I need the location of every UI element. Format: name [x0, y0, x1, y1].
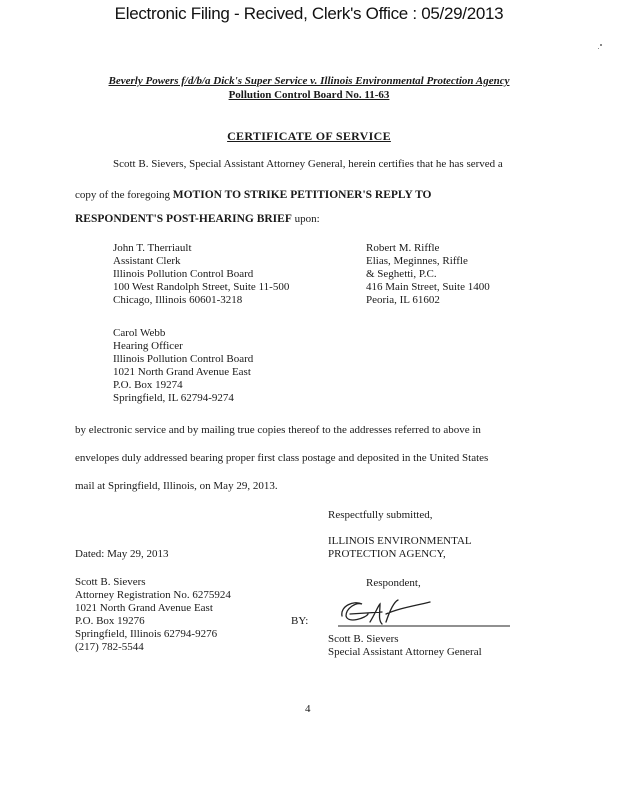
case-title: Beverly Powers f/d/b/a Dick's Super Service v. Illinois Environmental Protection Agency [108, 75, 510, 87]
signer-name: Scott B. Sievers [328, 633, 399, 645]
certificate-line-2-text: copy of the foregoing [75, 189, 173, 201]
recipient-line: Chicago, Illinois 60601-3218 [113, 294, 243, 306]
by-label: BY: [291, 615, 309, 627]
case-number: Pollution Control Board No. 11-63 [228, 89, 390, 101]
recipient-line: Hearing Officer [113, 340, 183, 352]
recipient-line: Illinois Pollution Control Board [113, 268, 254, 280]
recipient-line: & Seghetti, P.C. [366, 268, 437, 280]
recipient-name: Carol Webb [113, 327, 166, 339]
motion-title-part-1: MOTION TO STRIKE PETITIONER'S REPLY TO [172, 189, 432, 201]
certificate-line-3 [75, 213, 320, 225]
service-line-3: mail at Springfield, Illinois, on May 29, 2013. [75, 480, 278, 492]
recipient-line: 100 West Randolph Street, Suite 11-500 [113, 281, 290, 293]
contact-phone: (217) 782-5544 [75, 641, 144, 653]
contact-city: Springfield, Illinois 62794-9276 [75, 628, 218, 640]
filing-stamp: Electronic Filing - Recived, Clerk's Office : 05/29/2013 [114, 4, 504, 23]
recipient-clerk [113, 242, 289, 307]
dated-line: Dated: May 29, 2013 [75, 548, 169, 560]
recipient-line: Peoria, IL 61602 [366, 294, 440, 306]
scan-speck [600, 44, 602, 46]
contact-registration: Attorney Registration No. 6275924 [75, 589, 231, 601]
recipient-line: Springfield, IL 62794-9274 [113, 392, 234, 404]
contact-street: 1021 North Grand Avenue East [75, 602, 213, 614]
contact-name: Scott B. Sievers [75, 576, 146, 588]
recipient-line: Assistant Clerk [113, 255, 181, 267]
certificate-line-1: Scott B. Sievers, Special Assistant Attorney General, herein certifies that he has served a [113, 158, 503, 170]
scan-speck [598, 48, 599, 49]
motion-title-part-2: RESPONDENT'S POST-HEARING BRIEF [75, 213, 292, 225]
recipient-name: Robert M. Riffle [366, 242, 440, 254]
respondent-label: Respondent, [366, 577, 421, 589]
service-line-2: envelopes duly addressed bearing proper first class postage and deposited in the United States [75, 452, 489, 464]
service-line-1: by electronic service and by mailing true copies thereof to the addresses referred to above in [75, 424, 481, 436]
certificate-heading: CERTIFICATE OF SERVICE [227, 129, 391, 143]
recipient-hearing-officer [113, 327, 253, 405]
recipient-petitioner-counsel [366, 242, 490, 307]
respectfully-submitted: Respectfully submitted, [328, 509, 433, 521]
agency-line: ILLINOIS ENVIRONMENTAL [328, 535, 472, 547]
page-number: 4 [305, 703, 311, 715]
contact-po-box: P.O. Box 19276 [75, 615, 145, 627]
attorney-contact [75, 576, 231, 654]
recipient-line: 1021 North Grand Avenue East [113, 366, 251, 378]
certificate-line-2 [75, 189, 431, 201]
handwritten-signature [320, 592, 520, 634]
certificate-line-3-text: upon: [291, 213, 320, 225]
recipient-line: P.O. Box 19274 [113, 379, 183, 391]
recipient-name: John T. Therriault [113, 242, 192, 254]
agency-name [328, 535, 472, 561]
recipient-line: 416 Main Street, Suite 1400 [366, 281, 490, 293]
recipient-line: Illinois Pollution Control Board [113, 353, 254, 365]
recipient-line: Elias, Meginnes, Riffle [366, 255, 468, 267]
signer-block [328, 633, 482, 659]
agency-line: PROTECTION AGENCY, [328, 548, 446, 560]
signer-title: Special Assistant Attorney General [328, 646, 482, 658]
